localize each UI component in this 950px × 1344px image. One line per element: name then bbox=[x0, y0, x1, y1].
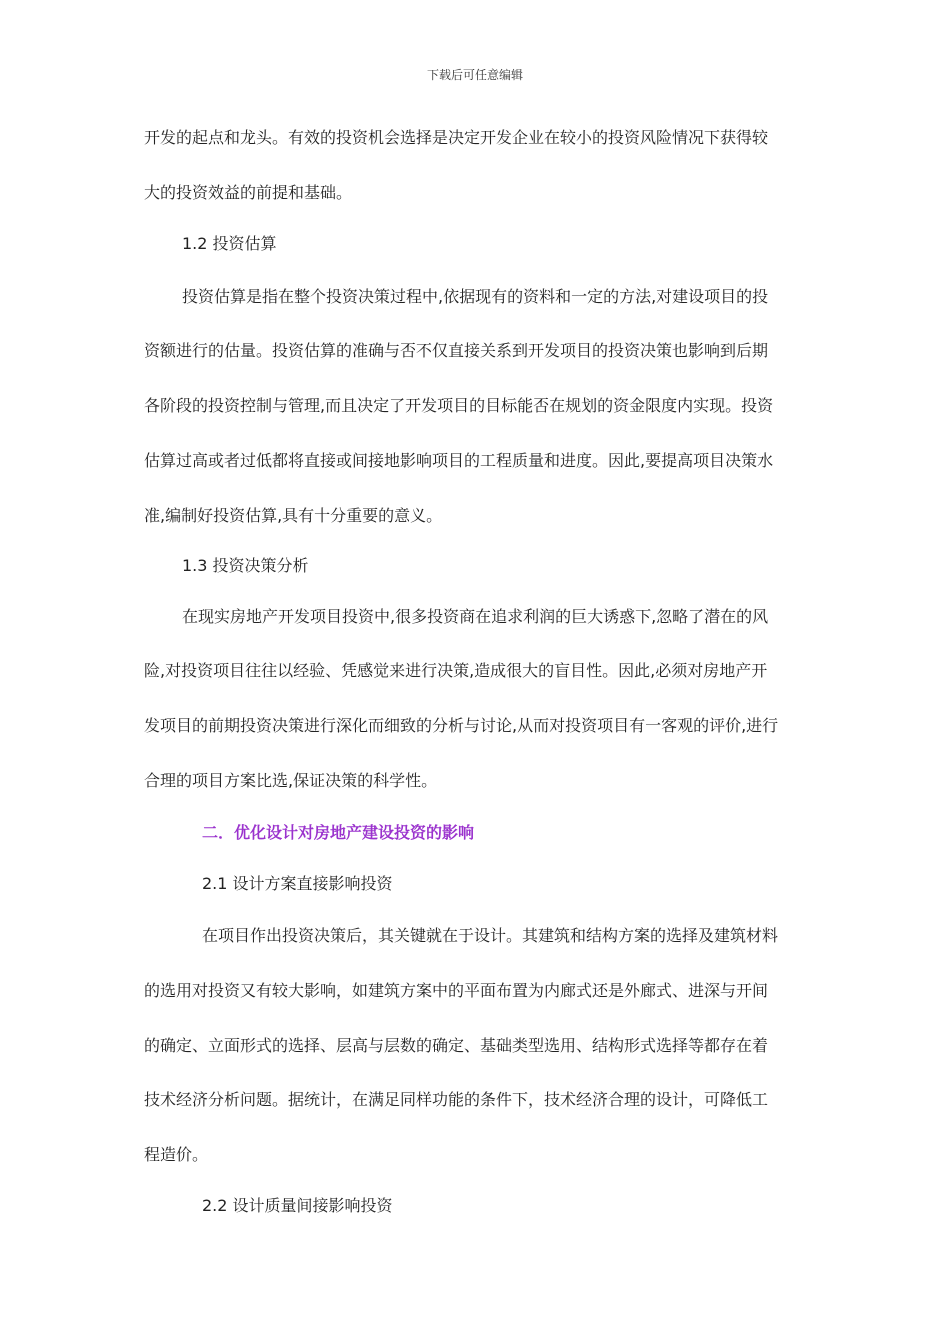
paragraph-line: 程造价。 bbox=[144, 1145, 209, 1164]
paragraph-line: 开发的起点和龙头。有效的投资机会选择是决定开发企业在较小的投资风险情况下获得较 bbox=[144, 128, 769, 147]
paragraph-line: 资额进行的估量。投资估算的准确与否不仅直接关系到开发项目的投资决策也影响到后期 bbox=[144, 341, 769, 360]
section-heading-1-2: 1.2 投资估算 bbox=[182, 234, 277, 253]
paragraph-line: 合理的项目方案比选,保证决策的科学性。 bbox=[144, 771, 438, 790]
chapter-heading-2: 二．优化设计对房地产建设投资的影响 bbox=[202, 823, 475, 842]
paragraph-line: 投资估算是指在整个投资决策过程中,依据现有的资料和一定的方法,对建设项目的投 bbox=[182, 287, 769, 306]
paragraph-line: 大的投资效益的前提和基础。 bbox=[144, 183, 353, 202]
page-header: 下载后可任意编辑 bbox=[426, 68, 523, 82]
paragraph-line: 各阶段的投资控制与管理,而且决定了开发项目的目标能否在规划的资金限度内实现。投资 bbox=[144, 396, 774, 415]
paragraph-line: 在项目作出投资决策后，其关键就在于设计。其建筑和结构方案的选择及建筑材料 bbox=[202, 926, 779, 945]
paragraph-line: 险,对投资项目往往以经验、凭感觉来进行决策,造成很大的盲目性。因此,必须对房地产开 bbox=[144, 661, 768, 680]
paragraph-line: 的确定、立面形式的选择、层高与层数的确定、基础类型选用、结构形式选择等都存在着 bbox=[144, 1036, 769, 1055]
paragraph-line: 发项目的前期投资决策进行深化而细致的分析与讨论,从而对投资项目有一客观的评价,进行 bbox=[144, 716, 779, 735]
section-heading-1-3: 1.3 投资决策分析 bbox=[182, 556, 309, 575]
paragraph-line: 的选用对投资又有较大影响，如建筑方案中的平面布置为内廊式还是外廊式、进深与开间 bbox=[144, 981, 769, 1000]
section-heading-2-1: 2.1 设计方案直接影响投资 bbox=[202, 874, 393, 893]
paragraph-line: 技术经济分析问题。据统计，在满足同样功能的条件下，技术经济合理的设计，可降低工 bbox=[144, 1090, 769, 1109]
section-heading-2-2: 2.2 设计质量间接影响投资 bbox=[202, 1196, 393, 1215]
paragraph-line: 在现实房地产开发项目投资中,很多投资商在追求利润的巨大诱惑下,忽略了潜在的风 bbox=[182, 607, 769, 626]
paragraph-line: 准,编制好投资估算,具有十分重要的意义。 bbox=[144, 506, 443, 525]
paragraph-line: 估算过高或者过低都将直接或间接地影响项目的工程质量和进度。因此,要提高项目决策水 bbox=[144, 451, 774, 470]
